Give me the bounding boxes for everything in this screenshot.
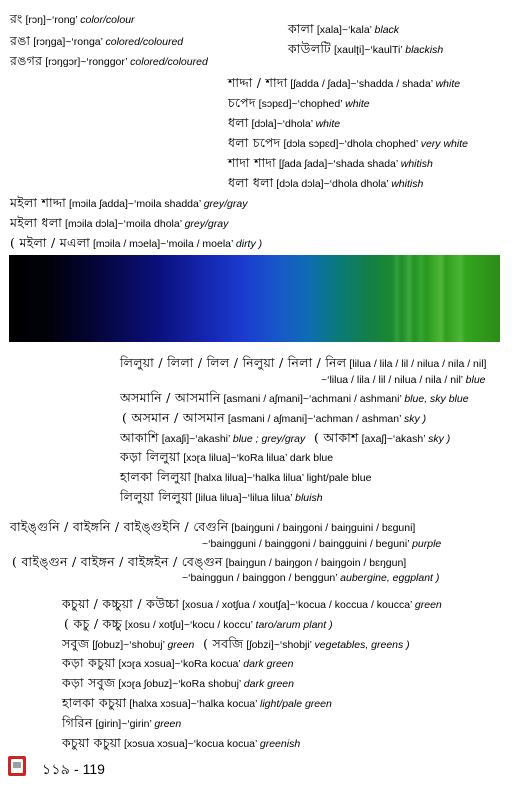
entry-script: রঙগর: [10, 53, 43, 68]
entry-meaning: white: [315, 118, 341, 130]
entry-dhola: [228, 116, 340, 131]
entry-ipa: [baiŋguni / baiŋgoni / baiŋguini / bɛguni]: [231, 522, 416, 534]
entry-kaulti: [288, 42, 443, 57]
entry-kora-kocua: [62, 656, 293, 671]
entry-meaning: white: [435, 78, 461, 90]
entry-shobuj: [62, 637, 410, 652]
entry-moila-moela: [10, 236, 262, 251]
entry-script: লিলুয়া / লিলা / লিল / নিলুয়া / নিলা / নিল: [120, 355, 347, 370]
entry-script: কালা: [288, 21, 314, 36]
page-number: [42, 760, 105, 779]
entry-meaning: dark green: [243, 658, 294, 670]
entry-meaning: colored/coloured: [105, 36, 184, 48]
entry-chophed: [228, 96, 370, 111]
entry-meaning: very white: [420, 138, 468, 150]
entry-ipa: [xɔsua xɔsua]~‘kocua kocua’: [123, 738, 257, 750]
entry-extra-ipa: [axaʃ]~‘akash’: [361, 433, 426, 445]
entry-script: ( মইলা / মএলা: [10, 235, 91, 250]
entry-dhola-chophed: [228, 136, 468, 151]
page-emblem-icon: [8, 756, 26, 776]
entry-script: শাদ্দা / শাদা: [228, 75, 288, 90]
entry-ipa: [ʃobuz]~‘shobuj’: [92, 639, 165, 651]
entry-moila-shadda: [10, 196, 248, 211]
entry-ipa: [dɔla]~‘dhola’: [251, 118, 313, 130]
entry-script: মইলা শাদ্দা: [10, 195, 67, 210]
entry-meaning: bluish: [295, 492, 323, 504]
entry-ipa: ~‘bainggun / bainggon / benggun’: [182, 572, 338, 584]
entry-extra-script: ( আকাশ: [314, 430, 359, 445]
entry-script: ( অসমান / আসমান: [122, 410, 225, 425]
entry-ipa: [baiŋgun / baiŋgon / baiŋgoin / bɛŋgun]: [225, 557, 407, 569]
entry-meaning: blackish: [405, 44, 444, 56]
entry-script: ( কচু / কচ্চু: [64, 616, 122, 631]
entry-script: ধলা চপেদ: [228, 135, 281, 150]
entry-ipa: [xosu / xotʃu]~‘kocu / koccu’: [124, 619, 253, 631]
entry-lilua: [120, 356, 486, 371]
entry-script: হালকা লিলুয়া: [120, 469, 192, 484]
entry-ipa: [ʃada ʃada]~‘shada shada’: [278, 158, 398, 170]
entry-meaning: blue ; grey/gray: [232, 433, 306, 445]
entry-kora-lilua: [120, 450, 333, 465]
entry-lilua-lilua: [120, 490, 323, 505]
page-number-latin: 119: [82, 761, 105, 777]
entry-meaning: dirty ): [235, 238, 263, 250]
entry-moila-dhola: [10, 216, 228, 231]
entry-script: ধলা: [228, 115, 249, 130]
entry-ipa: [rɔŋ]~‘rong’: [25, 14, 78, 26]
entry-meaning: green: [414, 599, 442, 611]
entry-script: গিরিন: [62, 715, 93, 730]
entry-script: মইলা ধলা: [10, 215, 63, 230]
entry-rong: [10, 12, 135, 27]
color-spectrum-image: [9, 255, 500, 342]
entry-ronga: [10, 34, 183, 49]
entry-script: হালকা কচুয়া: [62, 695, 127, 710]
entry-dhola-dhola: [228, 176, 423, 191]
entry-meaning: purple: [412, 538, 442, 550]
entry-ipa: [lilua lilua]~‘lilua lilua’: [195, 492, 293, 504]
entry-meaning: dark green: [243, 678, 294, 690]
entry-script: শাদা শাদা: [228, 155, 276, 170]
entry-ipa: ~‘lilua / lila / lil / nilua / nila / nil’: [321, 374, 463, 386]
entry-meaning: white: [345, 98, 370, 110]
entry-ipa: [asmani / aʃmani]~‘achmani / ashmani’: [223, 393, 402, 405]
entry-baingguni: [10, 520, 415, 535]
entry-meaning: green: [154, 718, 182, 730]
entry-shadda: [228, 76, 460, 91]
entry-ipa: [ʃadda / ʃada]~‘shadda / shada’: [290, 78, 433, 90]
entry-meaning: aubergine, eggplant ): [340, 572, 440, 584]
entry-script: কড়া কচুয়া: [62, 655, 116, 670]
entry-script: ( বাইঙ্গুন / বাইঙ্গন / বাইঙ্গইন / বেঙ্গুন: [12, 554, 223, 569]
entry-ipa: [mɔila ʃadda]~‘moila shadda’: [68, 198, 201, 210]
entry-meaning: taro/arum plant ): [255, 619, 333, 631]
entry-meaning: greenish: [259, 738, 301, 750]
entry-ipa: [lilua / lila / lil / nilua / nila / nil]: [349, 358, 487, 370]
entry-ipa: [halxa xɔsua]~‘halka kocua’: [129, 698, 258, 710]
entry-script: কড়া লিলুয়া: [120, 449, 181, 464]
entry-baingguni-cont: [202, 537, 441, 551]
page-number-separator: -: [74, 761, 79, 777]
entry-ipa: [halxa lilua]~‘halka lilua’: [194, 472, 304, 484]
entry-extra-meaning: vegetables, greens ): [314, 639, 410, 651]
entry-kocu: [64, 617, 333, 632]
entry-ipa: [dɔla sɔpɛd]~‘dhola chophed’: [283, 138, 418, 150]
entry-meaning: green: [167, 639, 195, 651]
entry-ipa: [rɔŋgɔr]~‘ronggor’: [45, 56, 128, 68]
entry-meaning: dark blue: [289, 452, 334, 464]
entry-ipa: [dɔla dɔla]~‘dhola dhola’: [276, 178, 389, 190]
entry-ipa: [asmani / aʃmani]~‘achman / ashman’: [227, 413, 402, 425]
entry-meaning: grey/gray: [203, 198, 248, 210]
entry-script: চপেদ: [228, 95, 256, 110]
entry-ipa: [xɔɽa lilua]~‘koRa lilua’: [183, 452, 287, 464]
entry-extra-meaning: sky ): [428, 433, 451, 445]
entry-script: বাইঙ্গুনি / বাইঙ্গনি / বাইঙ্গুইনি / বেগুনি: [10, 519, 229, 534]
entry-script: কড়া সবুজ: [62, 675, 116, 690]
entry-extra-script: ( সবজি: [203, 636, 244, 651]
entry-extra-ipa: [ʃobzi]~‘shobji’: [246, 639, 312, 651]
entry-meaning: grey/gray: [184, 218, 229, 230]
entry-script: কচুয়া / কচ্চুয়া / কউচ্চা: [62, 596, 180, 611]
entry-script: রং: [10, 11, 23, 26]
entry-meaning: black: [374, 24, 400, 36]
entry-ipa: [sɔpɛd]~‘chophed’: [258, 98, 343, 110]
entry-ipa: ~‘baingguni / bainggoni / baingguini / beguni’: [202, 538, 410, 550]
entry-halka-kocua: [62, 696, 332, 711]
entry-achmani: [120, 391, 469, 406]
entry-script: রঙা: [10, 33, 31, 48]
entry-script: আকাশি: [120, 430, 159, 445]
entry-kocua: [62, 597, 442, 612]
entry-halka-lilua: [120, 470, 371, 485]
entry-kocua-kocua: [62, 736, 300, 751]
entry-meaning: blue, sky blue: [404, 393, 469, 405]
entry-ipa: [girin]~‘girin’: [95, 718, 152, 730]
entry-ronggor: [10, 54, 208, 69]
entry-bainggun: [12, 555, 406, 570]
entry-bainggun-cont: [182, 571, 439, 585]
entry-meaning: sky ): [403, 413, 427, 425]
entry-script: অসমানি / আসমানি: [120, 390, 221, 405]
entry-meaning: whitish: [400, 158, 433, 170]
entry-meaning: blue: [465, 374, 486, 386]
entry-script: কাউলটি: [288, 41, 332, 56]
entry-girin: [62, 716, 181, 731]
entry-ipa: [xaulʈi]~‘kaulTi’: [333, 44, 403, 56]
entry-ipa: [xosua / xotʃua / xoutʃa]~‘kocua / koccua / koucca’: [182, 599, 412, 611]
entry-kala: [288, 22, 399, 37]
entry-script: ধলা ধলা: [228, 175, 274, 190]
entry-script: কচুয়া কচুয়া: [62, 735, 122, 750]
entry-achman: [122, 411, 426, 426]
entry-kora-shobuj: [62, 676, 294, 691]
entry-ipa: [mɔila dɔla]~‘moila dhola’: [65, 218, 182, 230]
entry-script: সবুজ: [62, 636, 90, 651]
entry-ipa: [rɔŋga]~‘ronga’: [33, 36, 103, 48]
entry-ipa: [xala]~‘kala’: [316, 24, 372, 36]
entry-script: লিলুয়া লিলুয়া: [120, 489, 193, 504]
entry-lilua-cont: [321, 373, 486, 387]
entry-ipa: [mɔila / mɔela]~‘moila / moela’: [93, 238, 233, 250]
entry-meaning: colored/coloured: [130, 56, 208, 68]
entry-meaning: light/pale green: [260, 698, 332, 710]
entry-meaning: whitish: [391, 178, 424, 190]
entry-ipa: [xɔɽa ʃobuz]~‘koRa shobuj’: [118, 678, 241, 690]
entry-meaning: light/pale blue: [306, 472, 372, 484]
entry-ipa: [xɔɽa xɔsua]~‘koRa kocua’: [118, 658, 241, 670]
entry-meaning: color/colour: [80, 14, 135, 26]
entry-akashi: [120, 431, 450, 446]
page-number-script: ১১৯: [42, 762, 71, 778]
entry-shada-shada: [228, 156, 433, 171]
entry-ipa: [axaʃi]~‘akashi’: [161, 433, 230, 445]
